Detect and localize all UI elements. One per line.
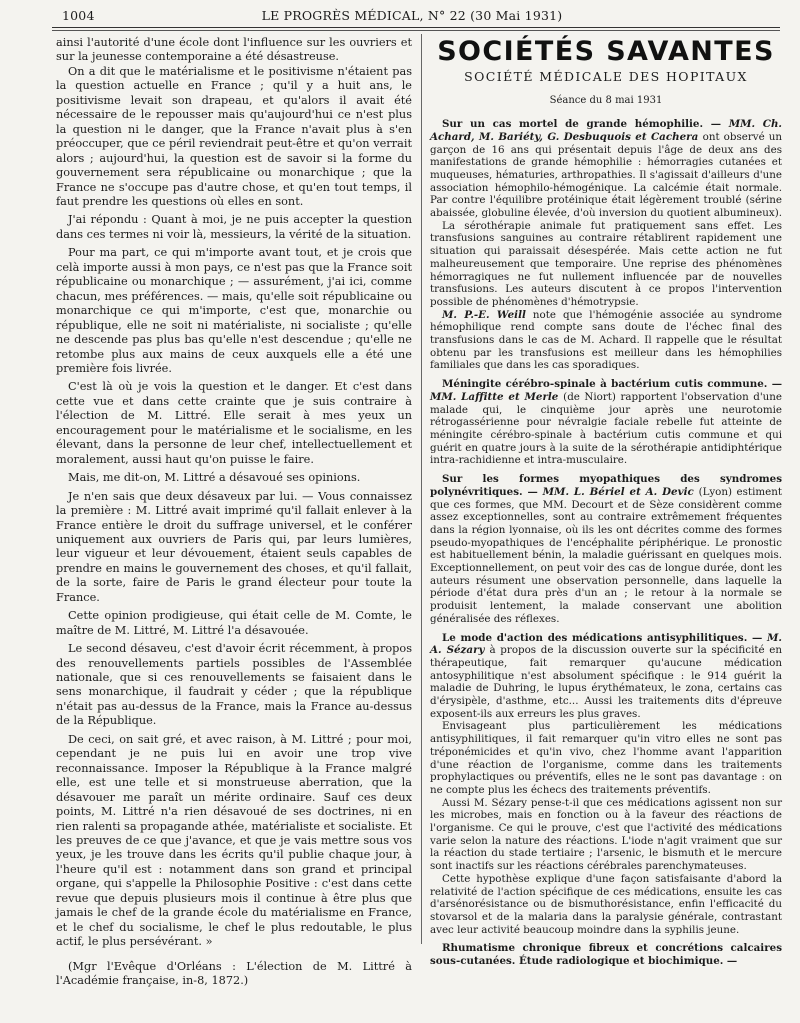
header-rule [52,27,780,28]
right-column [430,36,783,968]
communication-title: Sur un cas mortel de grande hémophilie. — [442,118,722,131]
communication-text: (de Niort) rapportent l'observation d'une malade qui, le cinquième jour après une neurotomie rétrogassérienne pour névralgie faciale rebelle fut atteinte de méningite cérébro-spinale à bactérium cutis commune et qui guérit en quatre jours à la suite de la sérothérapie antidiphtérique intra-rachidienne et intra-musculaire. [430,390,783,467]
communication-authors: MM. L. Bériel et A. Devic [542,485,694,498]
communication-text: (Lyon) estiment que ces formes, que MM. Decourt et de Sèze considèrent comme assez exceptionnelles, sont au contraire extrêmement fréquentes dans la région lyonnaise, où ils les ont décrites comme des formes pseudo-myopathiques de l'encéphalite périphérique. Le pronostic est habituellement bénin, la maladie guérissant en quelques mois. Exceptionnellement, on peut voir des cas de longue durée, dont les auteurs résument une observation personnelle, dans laquelle la période d'état dura près d'un an ; le retour à la normale se produisit lentement, la malade conservant une abolition généralisée des réflexes. [430,485,782,625]
journal-title: LE PROGRÈS MÉDICAL, N° 22 (30 Mai 1931) [261,8,563,23]
column-divider [421,34,422,944]
paragraph: ainsi l'autorité d'une école dont l'influence sur les ouvriers et sur la jeunesse contemporaine a été désastreuse. [56,36,412,64]
paragraph: Pour ma part, ce qui m'importe avant tout, et je crois que celà importe aussi à mon pays, ce n'est pas que la France soit républicaine ou monarchique ; — assurément, j'ai ici, comme chacun, mes préférences. — mais, qu'elle soit républicaine ou monarchique ce qui m'importe, c'est que, monarchie ou république, elle ne soit ni matérialiste, ni socialiste ; qu'elle ne descende pas plus bas qu'elle n'est descendue ; qu'elle ne retombe plus aux mains de ceux auxquels elle a été une première fois livrée. [56,246,412,375]
discussion-author: M. P.-E. Weill [442,308,526,321]
communication-title: Méningite cérébro-spinale à bactérium cutis commune. — [442,378,782,391]
communication-item [430,378,782,467]
paragraph: Je n'en sais que deux désaveux par lui. — Vous connaissez la première : M. Littré avait imprimé qu'il fallait enlever à la France entière le droit du suffrage universel, et le conférer uniquement aux ouvriers de Paris qui, par leurs lumières, leur vigueur et leur dévouement, étaient seuls capables de prendre en mains le gouvernement des choses, et qu'il fallait, de la sorte, faire de Paris le grand électeur pour toute la France. [56,489,412,604]
communication-title: Rhumatisme chronique fibreux et concrétions calcaires sous-cutanées. Étude radiologique et biochimique. — [430,942,782,968]
communication-authors: M. A. Sézary [430,631,782,657]
paragraph: On a dit que le matérialisme et le positivisme n'étaient pas la question actuelle en France ; qu'il y a huit ans, le positivisme levait son drapeau, et qu'alors il avait été nécessaire de le repousser mais qu'aujourd'hui ce n'est plus la question ni le danger, que la France n'avait plus à s'en préoccuper, que ce péril reviendrait peut-être et qu'on verrait alors ; aujourd'hui, la question est de savoir si la forme du gouvernement sera républicaine ou monarchique ; que la France ne s'occupe pas d'autre chose, et qu'en tout temps, il faut prendre les questions où elles en sont. [56,64,412,208]
section-rubric: SOCIÉTÉS SAVANTES [437,36,775,67]
communication-authors: MM. Ch. Achard, M. Bariéty, G. Desbuquois et Cachera [430,118,783,143]
paragraph: Aussi M. Sézary pense-t-il que ces médications agissent non sur les microbes, mais en fonction ou à la faveur des réactions de l'organisme. Ce qui le prouve, c'est que l'activité des médications varie selon la nature des réactions. L'iode n'agit vraiment que sur la réaction du stade tertiaire ; l'arsenic, le bismuth et le mercure sont inactifs sur les réactions cérébrales parenchymateuses. [430,796,782,873]
communication-title: Le mode d'action des médications antisyphilitiques. — [442,631,763,644]
left-column [56,36,412,989]
page-number: 1004 [62,8,95,23]
paragraph: Mais, me dit-on, M. Littré a désavoué ses opinions. [68,471,361,485]
communication-item [430,118,782,220]
paragraph: Cette hypothèse explique d'une façon satisfaisante d'abord la relativité de l'action spécifique de ces médications, ensuite les cas d'arsénorésistance ou de bismuthorésistance, enfin l'efficacité du stovarsol et de la malaria dans la paralysie générale, contrastant avec leur activité beaucoup moindre dans la syphilis jeune. [430,872,782,936]
paragraph: Envisageant plus particulièrement les médications antisyphilitiques, il fait remarquer qu'in vitro elles ne sont pas tréponémicides et qu'in vivo, chez l'homme avant l'apparition d'une réaction de l'organisme, comme dans les traitements prophylactiques ou préventifs, elles ne le sont pas davantage : on ne compte plus les échecs des traitements préventifs. [430,720,782,796]
communication-item [430,632,782,721]
communication-item [430,942,782,967]
paragraph: Cette opinion prodigieuse, qui était celle de M. Comte, le maître de M. Littré, M. Littré l'a désavouée. [56,609,412,637]
paragraph: La sérothérapie animale fut pratiquement sans effet. Les transfusions sanguines au contraire rétablirent rapidement une situation qui paraissait désespérée. Mais cette action ne fut malheureusement que temporaire. Une reprise des phénomènes hémorragiques ne fut nullement influencée par de nouvelles transfusions. Les auteurs discutent à ce propos l'intervention possible de phénomènes d'hémotrypsie. [430,219,782,308]
paragraph: Le second désaveu, c'est d'avoir écrit récemment, à propos des renouvellements partiels possibles de l'Assemblée nationale, que si ces renouvellements se faisaient dans le sens monarchique, il faudrait y céder ; que la république n'était pas au-dessus de la France, mais la France au-dessus de la République. [56,642,412,728]
communication-authors: MM. Laffitte et Merle [430,390,559,403]
running-head [52,8,772,28]
communication-text: à propos de la discussion ouverte sur la spécificité en thérapeutique, fait remarquer qu'aucune médication antosyphilitique n'est absolument spécifique : le 914 guérit la maladie de Duhring, le lupus érythémateux, le zona, certains cas d'érysipèle, d'asthme, etc... Aussi les traitements dits d'épreuve exposent-ils aux erreurs les plus graves. [430,644,782,720]
session-date: Séance du 8 mai 1931 [549,95,663,107]
source-reference: (Mgr l'Evêque d'Orléans : L'élection de M. Littré à l'Académie française, in-8, 1872.) [56,959,412,988]
paragraph: C'est là où je vois la question et le danger. Et c'est dans cette vue et dans cette crainte que je suis contraire à l'élection de M. Littré. Elle serait à mes yeux un encouragement pour le matérialisme et le socialisme, en les élevant, dans la personne de leur chef, intellectuellement et moralement, aussi haut qu'on puisse le faire. [56,380,412,466]
communication-item [430,473,782,625]
communication-text: ont observé un garçon de 16 ans qui présentait depuis l'âge de deux ans des manifestations de grande hémophilie : hémorragies cutanées et muqueuses, hématuries, arthropathies. Il s'agissait d'ailleurs d'une association hémophilo-hémogénique. La calcémie était normale. Par contre l'équilibre protéinique était légèrement troublé (sérine abaissée, globuline élevée, d'où inversion du quotient albumineux). [430,130,783,220]
discussion-text: note que l'hémogénie associée au syndrome hémophilique rend compte sans doute de l'échec final des transfusions dans le cas de M. Achard. Il rappelle que le résultat obtenu par les transfusions est meilleur dans les hémophilies familiales que dans les cas sporadiques. [430,308,782,372]
communication-title: Sur les formes myopathiques des syndromes polynévritiques. — [430,473,782,498]
paragraph: J'ai répondu : Quant à moi, je ne puis accepter la question dans ces termes ni voir là, messieurs, la vérité de la situation. [56,213,412,241]
society-title: SOCIÉTÉ MÉDICALE DES HOPITAUX [464,68,748,84]
discussion [430,309,782,373]
paragraph: De ceci, on sait gré, et avec raison, à M. Littré ; pour moi, cependant je ne puis lui en avoir une trop vive reconnaissance. Imposer la République à la France malgré elle, est une telle et si monstrueuse aberration, que la désavouer me paraît un mérite ordinaire. Sauf ces deux points, M. Littré n'a rien désavoué de ses doctrines, ni en rien ralenti sa propagande athée, matérialiste et socialiste. Et les preuves de ce que j'avance, et que je vais mettre sous vos yeux, je les trouve dans les écrits qu'il publie chaque jour, à l'heure qu'il est : notamment dans son grand et principal organe, qui s'appelle la Philosophie Positive : c'est dans cette revue que depuis plusieurs mois il continue à être plus que jamais le chef de la grande école du matérialisme en France, et le chef du socialisme, le chef le plus redoutable, le plus actif, le plus persévérant. » [56,732,412,949]
header-rule-thin [52,30,780,31]
